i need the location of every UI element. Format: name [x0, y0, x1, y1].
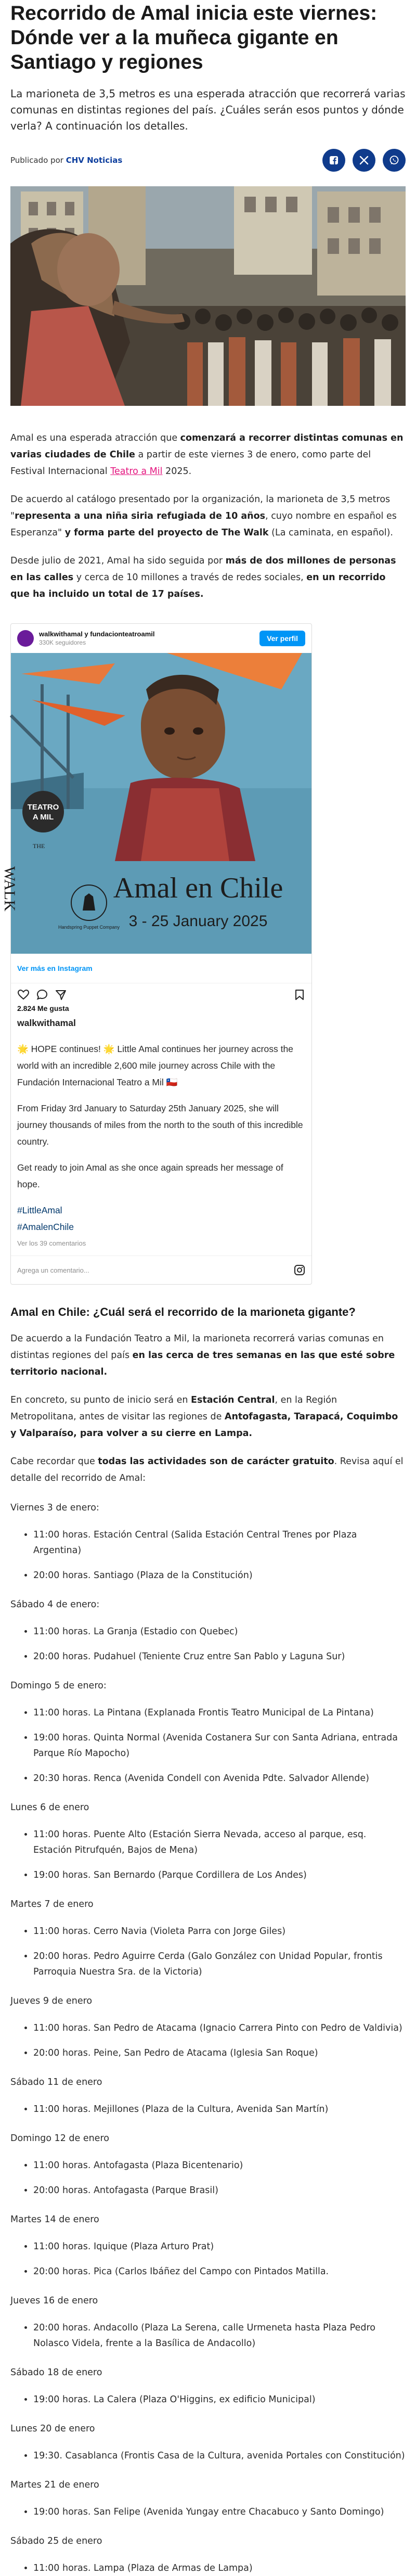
post-caption — [11, 1014, 311, 1239]
schedule-event: • 19:30. Casablanca (Frontis Casa de la Cultura, avenida Portales con Constitución) — [33, 2448, 406, 2464]
teatro-logo-text: TEATRO — [27, 803, 59, 812]
schedule-events — [10, 1705, 406, 1786]
schedule-day: Sábado 11 de enero — [10, 2077, 102, 2087]
bookmark-icon[interactable] — [294, 989, 305, 1001]
intro-paragraph-2 — [10, 491, 406, 541]
schedule-event: • 19:00 horas. San Felipe (Avenida Yungay entre Chacabuco y Santo Domingo) — [33, 2504, 406, 2520]
schedule-event: • 20:00 horas. Antofagasta (Parque Brasil) — [33, 2183, 406, 2198]
like-count[interactable]: 2.824 Me gusta — [17, 1004, 69, 1013]
intro-paragraph-1 — [10, 430, 406, 480]
schedule-event: • 11:00 horas. Antofagasta (Plaza Bicentenario) — [33, 2158, 406, 2173]
route-heading: Amal en Chile: ¿Cuál será el recorrido de la marioneta gigante? — [10, 1305, 356, 1318]
schedule-events — [10, 2392, 406, 2407]
schedule-events — [10, 2320, 406, 2351]
text-run: a partir de este viernes 3 de enero, como parte del Festival Internacional — [10, 450, 371, 477]
facebook-icon — [328, 155, 340, 166]
byline-row — [10, 147, 406, 174]
text-run: En concreto, su punto de inicio será en — [10, 1395, 191, 1405]
schedule-day: Martes 14 de enero — [10, 2214, 99, 2225]
schedule-event: • 11:00 horas. Lampa (Plaza de Armas de Lampa) — [33, 2560, 406, 2576]
text-run: Cabe recordar que — [10, 1456, 98, 1467]
schedule-day: Lunes 20 de enero — [10, 2424, 95, 2434]
text-run: , cuyo nombre en español es Esperanza" — [10, 511, 397, 538]
bold-run: comenzará a recorrer distintas comunas en varias ciudades de Chile — [10, 433, 404, 460]
schedule-day: Domingo 12 de enero — [10, 2133, 109, 2144]
caption-paragraph-3: Get ready to join Amal as she once again spreads her message of hope. — [17, 1162, 283, 1189]
headline: Recorrido de Amal inicia este viernes: Dónde ver a la muñeca gigante en Santiago y regiones — [10, 2, 378, 73]
text-run: . Revisa aquí el detalle del recorrido de Amal: — [10, 1456, 404, 1483]
hero-photo-amal-puppet — [10, 186, 406, 406]
view-comments-link[interactable]: Ver los 39 comentarios — [17, 1239, 86, 1247]
bold-run: Antofagasta, Tarapacá, Coquimbo y Valparaíso, para volver a su cierre en Lampa. — [10, 1412, 398, 1439]
embed-actions — [11, 983, 311, 1003]
view-more-instagram-link[interactable]: Ver más en Instagram — [11, 954, 311, 983]
the-walk-logo-walk: WALK — [1, 866, 18, 912]
caption-hashtags[interactable]: #LittleAmal #AmalenChile — [17, 1205, 74, 1232]
whatsapp-share-button[interactable] — [383, 149, 406, 172]
schedule-event: • 20:00 horas. Santiago (Plaza de la Constitución) — [33, 1568, 406, 1583]
schedule-event: • 20:30 horas. Renca (Avenida Condell con Avenida Pdte. Salvador Allende) — [33, 1771, 406, 1786]
schedule-list — [10, 1500, 406, 2576]
poster-title: Amal en Chile — [113, 872, 283, 904]
schedule-day: Jueves 16 de enero — [10, 2296, 98, 2306]
schedule-event: • 20:00 horas. Peine, San Pedro de Atacama (Iglesia San Roque) — [33, 2045, 406, 2061]
comment-input[interactable]: Agrega un comentario... — [17, 1266, 89, 1274]
article-body — [1, 430, 406, 2576]
byline — [10, 156, 122, 165]
schedule-events — [10, 2020, 406, 2061]
intro-paragraph-3 — [10, 553, 406, 603]
schedule-day: Domingo 5 de enero: — [10, 1681, 107, 1691]
teatro-a-mil-link[interactable]: Teatro a Mil — [110, 466, 163, 477]
schedule-event: • 11:00 horas. Puente Alto (Estación Sierra Nevada, acceso al parque, esq. Estación Pitrufquén, Bajos de Mena) — [33, 1827, 406, 1858]
schedule-event: • 19:00 horas. Quinta Normal (Avenida Costanera Sur con Santa Adriana, entrada Parque Río Mapocho) — [33, 1730, 406, 1761]
text-run: De acuerdo al catálogo presentado por la organización, la marioneta de 3,5 metros " — [10, 494, 391, 521]
schedule-day: Sábado 25 de enero — [10, 2536, 102, 2546]
schedule-day: Martes 7 de enero — [10, 1899, 94, 1909]
share-buttons — [322, 149, 406, 172]
schedule-events — [10, 1527, 406, 1583]
schedule-events — [10, 2239, 406, 2279]
route-paragraph-3 — [10, 1453, 406, 1486]
schedule-day: Lunes 6 de enero — [10, 1802, 89, 1813]
handspring-logo-text: Handspring Puppet Company — [58, 925, 120, 930]
instagram-embed — [1, 623, 312, 1285]
x-share-button[interactable] — [353, 149, 375, 172]
comment-bar — [11, 1255, 311, 1284]
text-run: De acuerdo a la Fundación Teatro a Mil, la marioneta recorrerá varias comunas en distintas regiones del país — [10, 1334, 384, 1361]
embed-account — [39, 630, 259, 647]
share-icon[interactable] — [55, 989, 67, 1001]
schedule-event: • 11:00 horas. Estación Central (Salida Estación Central Trenes por Plaza Argentina) — [33, 1527, 406, 1558]
text-run: 2025. — [162, 466, 192, 477]
text-run: (La caminata, en español). — [268, 528, 393, 538]
schedule-event: • 11:00 horas. La Granja (Estadio con Quebec) — [33, 1624, 406, 1639]
schedule-events — [10, 2504, 406, 2520]
avatar[interactable] — [17, 630, 34, 647]
schedule-event: • 11:00 horas. La Pintana (Explanada Frontis Teatro Municipal de La Pintana) — [33, 1705, 406, 1721]
schedule-events — [10, 2448, 406, 2464]
poster-dates: 3 - 25 January 2025 — [128, 913, 268, 930]
embed-header — [11, 624, 311, 653]
schedule-day: Martes 21 de enero — [10, 2480, 99, 2490]
text-run: , en la Región Metropolitana, antes de visitar las regiones de — [10, 1395, 337, 1422]
account-name[interactable]: walkwithamal y fundacionteatroamil — [39, 630, 155, 638]
schedule-event: • 11:00 horas. San Pedro de Atacama (Ignacio Carrera Pinto con Pedro de Valdivia) — [33, 2020, 406, 2036]
x-icon — [359, 155, 369, 165]
bold-run: y forma parte del proyecto de The Walk — [64, 528, 269, 538]
schedule-event: • 20:00 horas. Pedro Aguirre Cerda (Galo González con Unidad Popular, frontis Parroquia Nuestra Sra. de la Victoria) — [33, 1949, 406, 1980]
text-run: y cerca de 10 millones a través de redes sociales, — [73, 572, 307, 583]
bold-run: todas las actividades son de carácter gratuito — [98, 1456, 334, 1467]
article-page — [1, 1, 406, 2576]
view-profile-button[interactable]: Ver perfil — [259, 631, 305, 646]
schedule-events — [10, 1924, 406, 1980]
follower-count: 330K seguidores — [39, 639, 86, 646]
text-run: Amal es una esperada atracción que — [10, 433, 180, 443]
schedule-day: Sábado 18 de enero — [10, 2367, 102, 2378]
caption-paragraph-1: 🌟 HOPE continues! 🌟 Little Amal continues her journey across the world with an incredible 2,600 mile journey across Chile with the Fundación Internacional Teatro a Mil 🇨🇱 — [17, 1044, 293, 1087]
schedule-event: • 11:00 horas. Iquique (Plaza Arturo Prat) — [33, 2239, 406, 2254]
heart-icon[interactable] — [17, 989, 30, 1001]
facebook-share-button[interactable] — [322, 149, 345, 172]
schedule-events — [10, 2158, 406, 2198]
schedule-event: • 11:00 horas. Mejillones (Plaza de la Cultura, Avenida San Martín) — [33, 2101, 406, 2117]
bold-run: en un recorrido que ha incluido un total de 17 países. — [10, 572, 386, 599]
instagram-poster-image[interactable] — [1, 653, 311, 954]
schedule-event: • 19:00 horas. La Calera (Plaza O'Higgins, ex edificio Municipal) — [33, 2392, 406, 2407]
the-walk-logo-the: THE — [33, 842, 45, 850]
schedule-event: • 20:00 horas. Pudahuel (Teniente Cruz entre San Pablo y Laguna Sur) — [33, 1649, 406, 1664]
schedule-event: • 20:00 horas. Pica (Carlos Ibáñez del Campo con Pintados Matilla. — [33, 2264, 406, 2279]
schedule-day: Viernes 3 de enero: — [10, 1503, 99, 1513]
author-link[interactable]: CHV Noticias — [66, 156, 123, 165]
route-paragraph-2 — [10, 1392, 406, 1442]
amil-logo-text: A MIL — [32, 813, 54, 822]
schedule-event: • 20:00 horas. Andacollo (Plaza La Serena, calle Urmeneta hasta Plaza Pedro Nolasco Videla, frente a la Basílica de Andacollo) — [33, 2320, 406, 2351]
schedule-events — [10, 1827, 406, 1883]
text-run: Desde julio de 2021, Amal ha sido seguida por — [10, 556, 226, 566]
whatsapp-icon — [388, 155, 400, 166]
caption-username[interactable]: walkwithamal — [17, 1018, 76, 1028]
bold-run: representa a una niña siria refugiada de 10 años — [15, 511, 266, 521]
instagram-logo-icon[interactable] — [294, 1264, 305, 1276]
bold-run: en las cerca de tres semanas en las que esté sobre territorio nacional. — [10, 1350, 395, 1377]
schedule-events — [10, 1624, 406, 1664]
schedule-events — [10, 2101, 406, 2117]
schedule-event: • 11:00 horas. Cerro Navia (Violeta Parra con Jorge Giles) — [33, 1924, 406, 1939]
schedule-event: • 19:00 horas. San Bernardo (Parque Cordillera de Los Andes) — [33, 1867, 406, 1883]
route-paragraph-1 — [10, 1330, 406, 1380]
schedule-events — [10, 2560, 406, 2576]
byline-prefix: Publicado por — [10, 156, 63, 165]
caption-paragraph-2: From Friday 3rd January to Saturday 25th January 2025, she will journey thousands of miles from the north to the south of this incredible country. — [17, 1103, 303, 1147]
bold-run: Estación Central — [191, 1395, 275, 1405]
bold-run: más de dos millones de personas en las calles — [10, 556, 396, 583]
schedule-day: Sábado 4 de enero: — [10, 1599, 100, 1610]
lead-paragraph: La marioneta de 3,5 metros es una esperada atracción que recorrerá varias comunas en distintas regiones del país. ¿Cuáles serán esos puntos y dónde verla? A continuación los detalles. — [10, 87, 406, 132]
schedule-day: Jueves 9 de enero — [10, 1996, 93, 2006]
comment-icon[interactable] — [36, 989, 48, 1001]
